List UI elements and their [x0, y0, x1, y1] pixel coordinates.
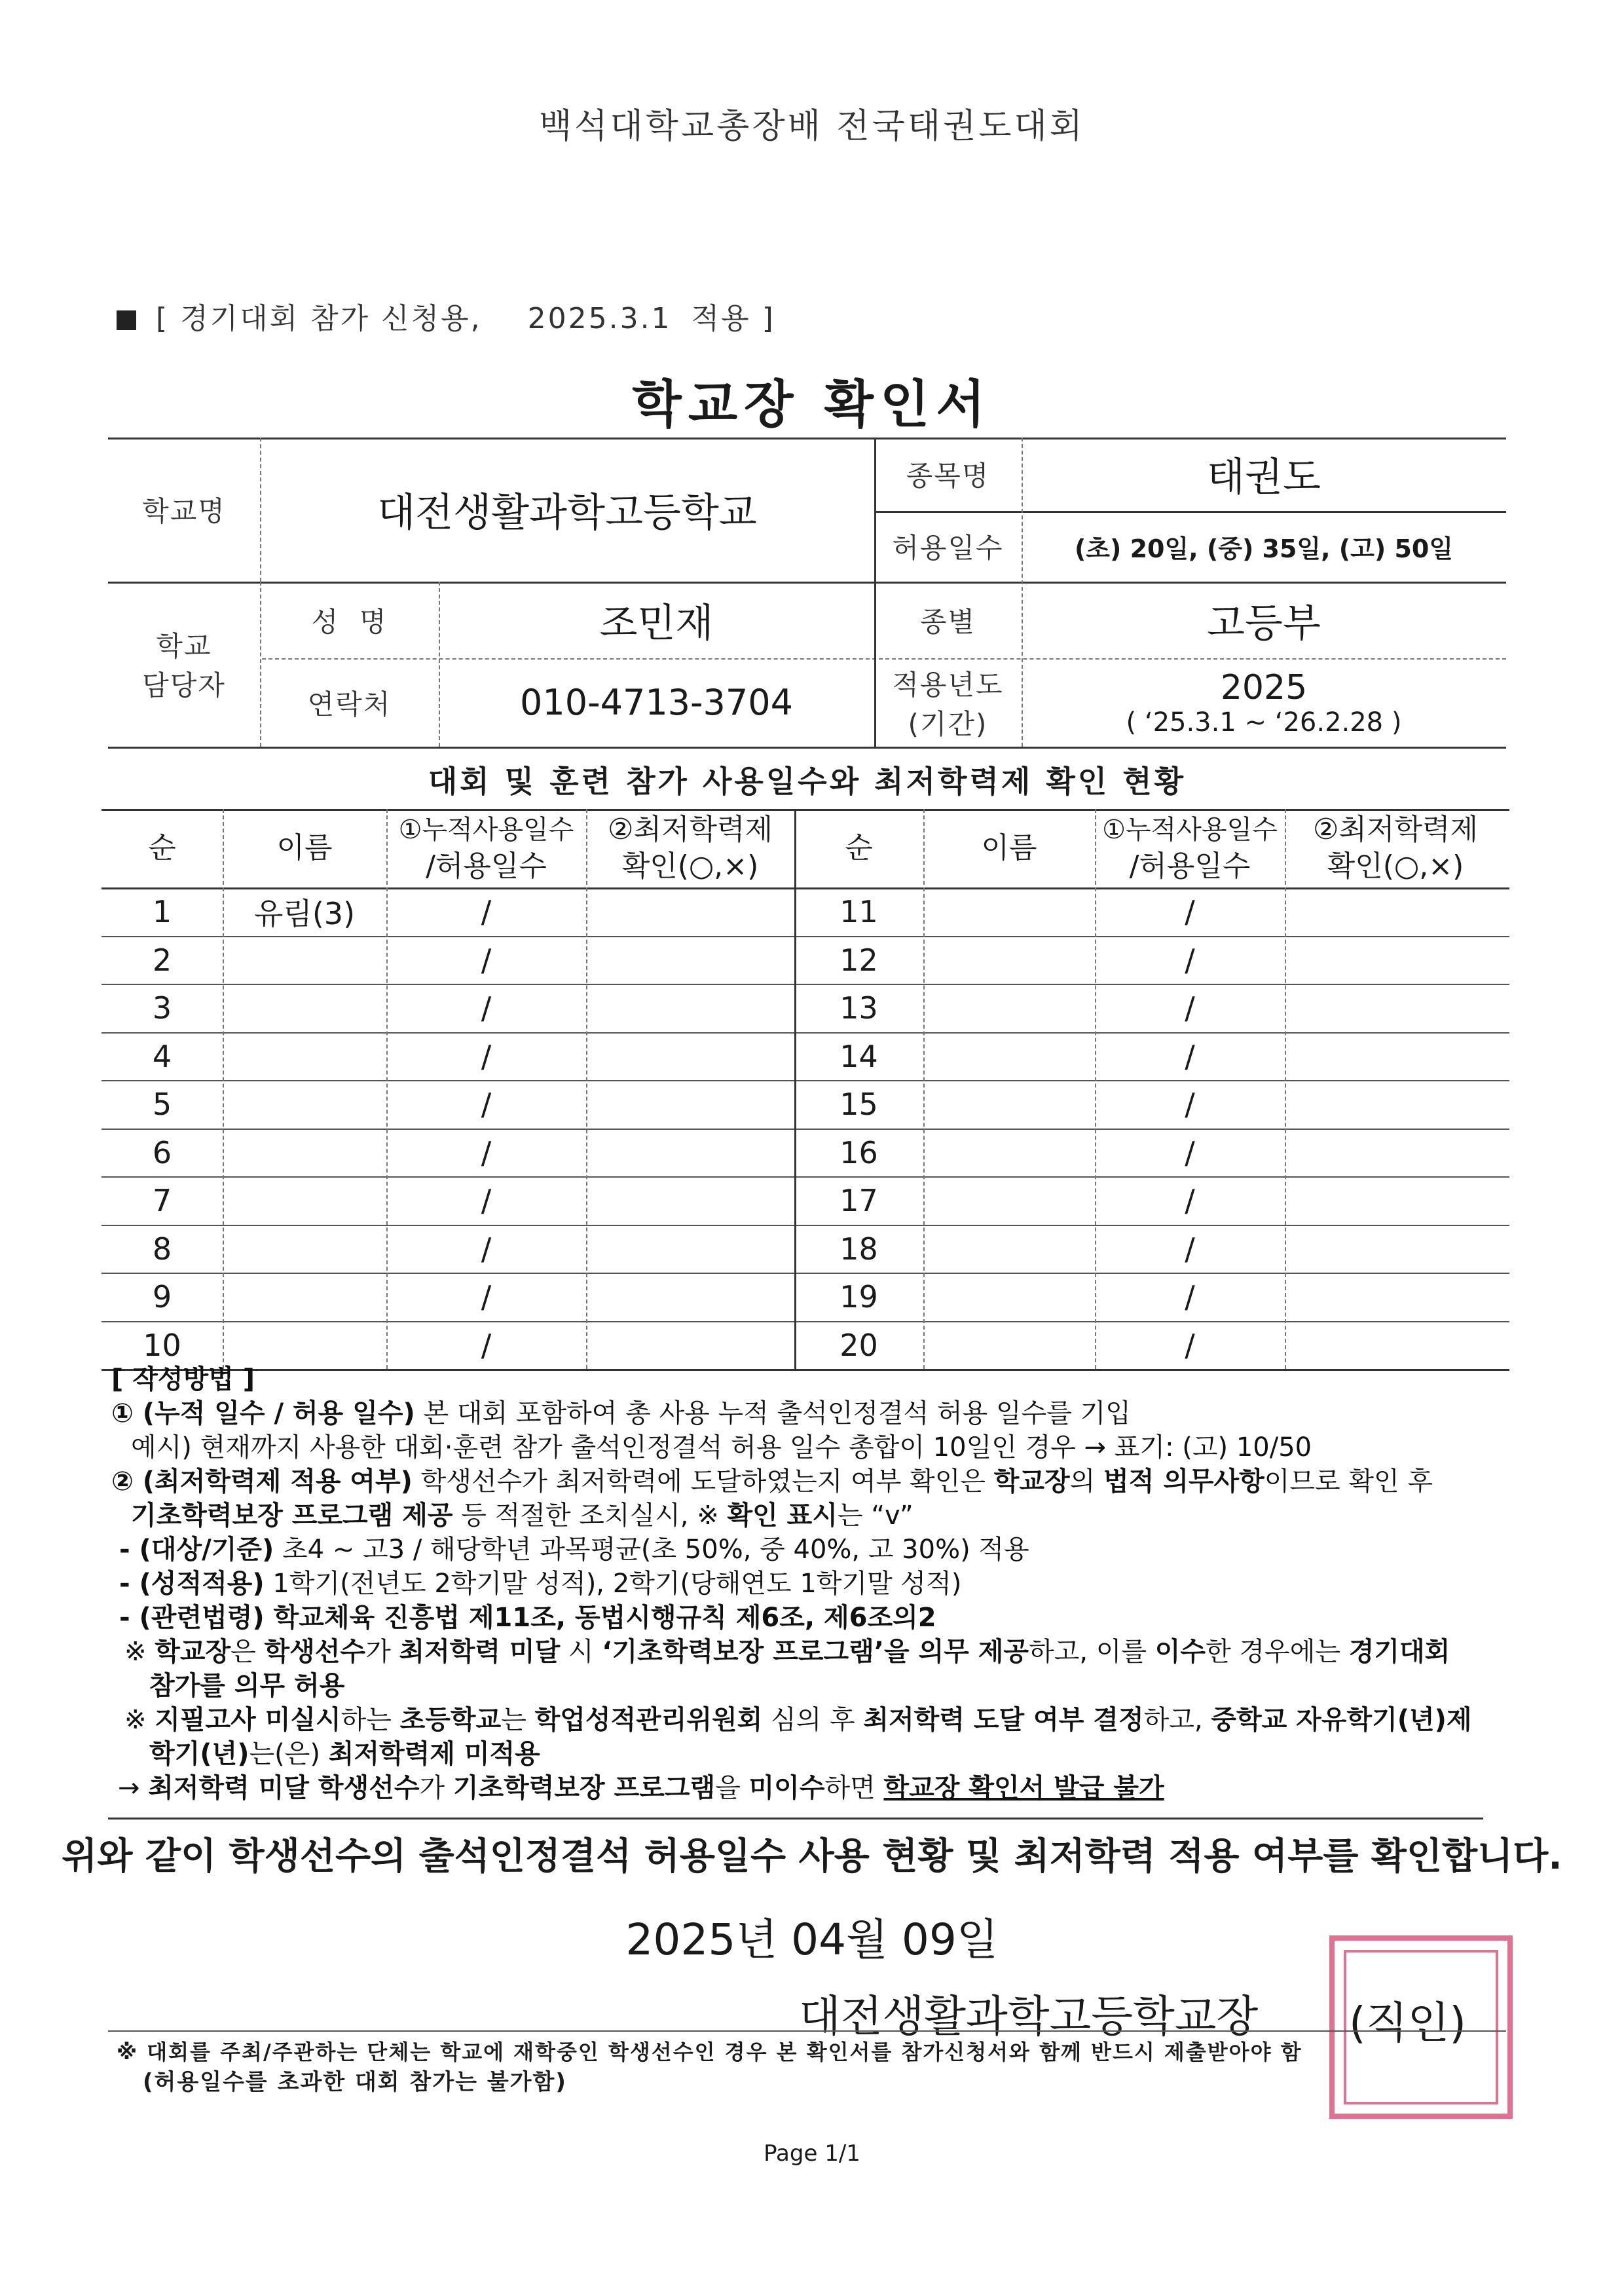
instr-bold: ① (누적 일수 / 허용 일수) — [111, 1398, 415, 1428]
table-cell-check — [586, 984, 794, 1032]
table-cell-no: 8 — [152, 1231, 172, 1267]
bottom-note-line1: ※ 대회를 주최/주관하는 단체는 학교에 재학중인 학생선수인 경우 본 확인서를 참가신청서와 함께 반드시 제출받아야 함 — [117, 2040, 1302, 2064]
instr-bold: 법적 의무사항 — [1103, 1466, 1264, 1497]
instr-text: 심의 후 — [762, 1705, 864, 1735]
table-cell-days: / — [481, 1279, 492, 1315]
table-cell-days: / — [1185, 942, 1195, 978]
table-cell-days: / — [481, 1087, 492, 1122]
seal-mark: (직인) — [1349, 1998, 1467, 2048]
table-cell-check — [1285, 984, 1506, 1032]
instr-text: ※ — [124, 1637, 155, 1667]
table-cell-no: 15 — [840, 1087, 878, 1122]
instr-text: 가 — [419, 1773, 453, 1803]
table-cell-check — [586, 936, 794, 984]
instr-text: 는(은) — [249, 1739, 329, 1769]
table-cell-name — [923, 984, 1095, 1032]
header-min-line1: ②최저학력제 — [1313, 813, 1478, 846]
table-cell-days: / — [1185, 990, 1195, 1026]
instr-text: 하고, — [1143, 1705, 1211, 1735]
table-cell-days: / — [1185, 1135, 1195, 1170]
instr-text: 는 — [501, 1705, 535, 1735]
instr-bold: 지필고사 미실시 — [155, 1705, 341, 1735]
table-cell-check — [1285, 1032, 1506, 1081]
school-name: 대전생활과학고등학교 — [377, 490, 757, 536]
header-min-line1: ②최저학력제 — [608, 813, 773, 846]
instructions-heading: [ 작성방법 ] — [111, 1364, 255, 1394]
instr-bold: 초등학교 — [399, 1705, 502, 1735]
table-cell-check — [1285, 936, 1506, 984]
instr-text: 한 경우에는 — [1206, 1637, 1349, 1667]
instr-text: 하고, 이를 — [1029, 1637, 1155, 1667]
table-cell-no: 17 — [840, 1183, 878, 1218]
table-cell-check — [1285, 1273, 1506, 1321]
table-cell-no: 12 — [840, 942, 878, 978]
rule — [108, 2030, 1506, 2032]
apply-note-open: [ 경기대회 참가 신청용, — [156, 302, 482, 335]
instr-text: → — [118, 1773, 149, 1803]
apply-year-label-line2: (기간) — [908, 707, 988, 740]
contest-title: 백석대학교총장배 전국태권도대회 — [538, 107, 1085, 146]
instr-bold: 최저학력제 미적용 — [328, 1739, 540, 1769]
table-cell-name — [923, 1032, 1095, 1081]
header-days-line2: /허용일수 — [426, 849, 547, 883]
table-cell-no: 19 — [840, 1279, 878, 1315]
table-cell-name — [923, 1176, 1095, 1225]
instr-bold: 경기대회 — [1348, 1637, 1450, 1667]
page-number: Page 1/1 — [764, 2140, 860, 2167]
instr-text: 시 — [560, 1637, 602, 1667]
table-cell-no: 13 — [840, 990, 878, 1026]
allowed-days-value: (초) 20일, (중) 35일, (고) 50일 — [1074, 534, 1454, 563]
table-cell-name — [223, 984, 386, 1032]
table-cell-no: 1 — [152, 894, 172, 929]
table-cell-check — [1285, 887, 1506, 936]
division-label: 종별 — [919, 605, 976, 638]
bottom-note — [117, 2037, 1544, 2097]
apply-note-close: 적용 ] — [691, 302, 775, 335]
table-cell-name — [923, 887, 1095, 936]
instr-text: 의 — [1069, 1466, 1103, 1497]
table-cell-name — [223, 1129, 386, 1177]
table-cell-days: / — [481, 1183, 492, 1218]
header-name: 이름 — [981, 831, 1037, 865]
table-cell-check — [1285, 1176, 1506, 1225]
apply-note — [117, 295, 775, 337]
table-cell-no: 18 — [840, 1231, 878, 1267]
table-cell-days: / — [481, 1135, 492, 1170]
table-cell-name: 유림(3) — [253, 896, 356, 931]
table-cell-no: 9 — [152, 1279, 172, 1315]
instructions — [111, 1362, 1506, 1805]
instr-bold: 중학교 자유학기(년)제 — [1211, 1705, 1472, 1735]
table-cell-no: 16 — [840, 1135, 878, 1170]
header-days-line1: ①누적사용일수 — [1102, 815, 1278, 845]
document-title: 학교장 확인서 — [632, 375, 992, 434]
name-value: 조민재 — [599, 600, 714, 646]
table-cell-name — [223, 1176, 386, 1225]
table-title: 대회 및 훈련 참가 사용일수와 최저학력제 확인 현황 — [428, 764, 1187, 799]
instr-text: 이므로 확인 후 — [1264, 1466, 1433, 1497]
table-cell-name — [923, 936, 1095, 984]
table-cell-days: / — [1185, 1087, 1195, 1122]
instr-bold: 최저학력 도달 여부 결정 — [863, 1705, 1144, 1735]
school-label: 학교명 — [142, 495, 226, 527]
instr-bold: - (대상/기준) — [119, 1535, 274, 1565]
name-label: 성 명 — [311, 605, 388, 638]
instr-text: 하는 — [341, 1705, 400, 1735]
manager-label-line1: 학교 — [156, 630, 212, 662]
table-cell-days: / — [1185, 1279, 1195, 1315]
allowed-days-label: 허용일수 — [892, 532, 1004, 564]
instr-text: 을 — [715, 1773, 749, 1803]
table-cell-check — [586, 1080, 794, 1129]
instr-bold: 기초학력보장 프로그램 제공 — [131, 1501, 453, 1531]
apply-year-label-line1: 적용년도 — [892, 668, 1004, 701]
table-cell-days: / — [1185, 1328, 1195, 1363]
table-cell-days: / — [1185, 1231, 1195, 1267]
table-cell-name — [923, 1225, 1095, 1273]
contact-value: 010-4713-3704 — [520, 682, 793, 723]
instr-text: 은 — [231, 1637, 265, 1667]
table-cell-no: 3 — [152, 990, 172, 1026]
sport-label: 종목명 — [906, 460, 990, 492]
instr-text: 등 적절한 조치실시, ※ — [452, 1501, 728, 1531]
instr-bold: 학기(년) — [149, 1739, 249, 1769]
instr-bold: 학교장 — [993, 1466, 1070, 1497]
table-cell-check — [586, 1129, 794, 1177]
bottom-note-line2: (허용일수를 초과한 대회 참가는 불가함) — [143, 2069, 567, 2095]
instr-bold: 학업성적관리위원회 — [534, 1705, 763, 1735]
issue-date: 2025년 04월 09일 — [625, 1914, 999, 1965]
square-bullet-icon — [117, 310, 136, 330]
instr-text: 하면 — [824, 1773, 884, 1803]
instr-bold: - (관련법령) 학교체육 진흥법 제11조, 동법시행규칙 제6조, 제6조의2 — [119, 1603, 936, 1633]
principal-name: 대전생활과학고등학교장 — [799, 1991, 1259, 2042]
table-cell-check — [1285, 1129, 1506, 1177]
table-cell-no: 2 — [152, 942, 172, 978]
table-cell-name — [223, 1032, 386, 1081]
instr-bold: 미이수 — [748, 1773, 825, 1803]
header-days-line2: /허용일수 — [1129, 849, 1251, 883]
table-cell-check — [1285, 1080, 1506, 1129]
table-cell-check — [586, 887, 794, 936]
table-cell-name — [223, 936, 386, 984]
table-cell-days: / — [1185, 1183, 1195, 1218]
table-cell-no: 7 — [152, 1183, 172, 1218]
table-cell-days: / — [481, 1231, 492, 1267]
table-cell-name — [923, 1080, 1095, 1129]
table-cell-days: / — [481, 1328, 492, 1363]
instr-example: 예시) 현재까지 사용한 대회·훈련 참가 출석인정결석 허용 일수 총합이 10일인 경우 → 표기: (고) 10/50 — [131, 1432, 1312, 1463]
instr-text: 본 대회 포함하여 총 사용 누적 출석인정결석 허용 일수를 기입 — [415, 1398, 1131, 1428]
instr-bold: 최저학력 미달 — [399, 1637, 561, 1667]
table-cell-days: / — [481, 942, 492, 978]
rule — [108, 1818, 1483, 1819]
table-cell-no: 11 — [840, 894, 878, 929]
table-cell-no: 20 — [840, 1328, 878, 1363]
table-cell-check — [586, 1176, 794, 1225]
table-cell-no: 14 — [840, 1039, 878, 1074]
instr-bold: 최저학력 미달 학생선수 — [148, 1773, 420, 1803]
sport-value: 태권도 — [1207, 455, 1321, 500]
table-cell-name — [923, 1129, 1095, 1177]
table-cell-days: / — [481, 894, 492, 929]
table-cell-name — [223, 1273, 386, 1321]
division-value: 고등부 — [1207, 600, 1321, 646]
table-cell-name — [223, 1080, 386, 1129]
instr-bold: 학교장 — [155, 1637, 231, 1667]
instr-bold: - (성적적용) — [119, 1569, 265, 1599]
table-cell-no: 4 — [152, 1039, 172, 1074]
header-no: 순 — [148, 831, 176, 865]
table-cell-check — [586, 1225, 794, 1273]
instr-bold: 참가를 의무 허용 — [149, 1671, 345, 1701]
table-cell-name — [923, 1273, 1095, 1321]
instr-bold: ② (최저학력제 적용 여부) — [111, 1466, 413, 1497]
table-cell-days: / — [1185, 1039, 1195, 1074]
header-name: 이름 — [276, 831, 333, 865]
instr-bold: 확인 표시 — [727, 1501, 838, 1531]
table-cell-no: 10 — [143, 1328, 181, 1363]
instr-bold: 학생선수 — [264, 1637, 366, 1667]
table-cell-days: / — [481, 1039, 492, 1074]
instr-text: 초4 ~ 고3 / 해당학년 과목평균(초 50%, 중 40%, 고 30%) 적용 — [274, 1535, 1029, 1565]
apply-period: ( ‘25.3.1 ~ ‘26.2.28 ) — [1126, 707, 1402, 737]
table-cell-no: 6 — [152, 1135, 172, 1170]
table-cell-name — [223, 1225, 386, 1273]
table-cell-check — [586, 1273, 794, 1321]
table-cell-days: / — [481, 990, 492, 1026]
instr-bold: 이수 — [1154, 1637, 1206, 1667]
manager-label-line2: 담당자 — [142, 669, 226, 701]
instr-text: 는 “v” — [837, 1501, 913, 1531]
table-cell-check — [586, 1032, 794, 1081]
header-no: 순 — [845, 831, 873, 865]
instr-text: 가 — [365, 1637, 399, 1667]
table-cell-no: 5 — [152, 1087, 172, 1122]
header-min-line2: 확인(○,×) — [1327, 849, 1464, 883]
table-cell-check — [1285, 1225, 1506, 1273]
table-cell-days: / — [1185, 894, 1195, 929]
instr-bold: 학교장 확인서 발급 불가 — [883, 1773, 1164, 1803]
contact-label: 연락처 — [307, 688, 392, 720]
instr-text: 학생선수가 최저학력에 도달하였는지 여부 확인은 — [412, 1466, 994, 1497]
header-min-line2: 확인(○,×) — [621, 849, 759, 883]
apply-year-value: 2025 — [1220, 667, 1308, 707]
instr-text: 1학기(전년도 2학기말 성적), 2학기(당해연도 1학기말 성적) — [264, 1569, 962, 1599]
header-days-line1: ①누적사용일수 — [398, 815, 574, 845]
instr-bold: 기초학력보장 프로그램 — [452, 1773, 716, 1803]
confirm-sentence: 위와 같이 학생선수의 출석인정결석 허용일수 사용 현황 및 최저학력 적용 여부를 확인합니다. — [62, 1835, 1562, 1878]
instr-text: ※ — [124, 1705, 155, 1735]
apply-note-date: 2025.3.1 — [527, 302, 672, 335]
instr-bold: ‘기초학력보장 프로그램’을 의무 제공 — [602, 1637, 1029, 1667]
rule — [108, 747, 1506, 749]
